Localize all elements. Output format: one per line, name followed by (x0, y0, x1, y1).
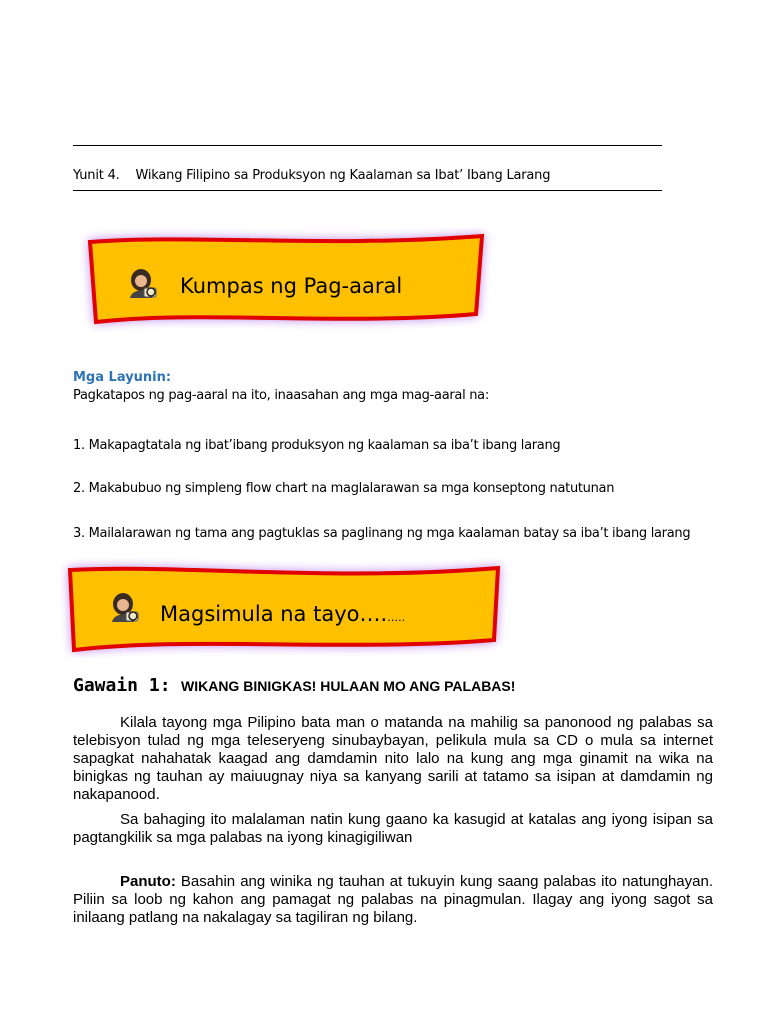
banner-title (160, 602, 405, 626)
objective-item: 2. Makabubuo ng simpleng flow chart na maglalarawan sa mga konseptong natutunan (73, 481, 615, 496)
student-reading-icon (124, 266, 160, 302)
study-compass-banner (80, 228, 500, 332)
student-reading-icon (106, 590, 142, 626)
banner-title: Kumpas ng Pag-aaral (180, 274, 403, 298)
unit-title: Wikang Filipino sa Produksyon ng Kaalaman sa Ibat’ Ibang Larang (135, 168, 551, 183)
instructions-paragraph (73, 873, 713, 927)
header-underline (73, 190, 662, 191)
objectives-label: Mga Layunin: (73, 370, 172, 385)
lets-start-banner (60, 558, 510, 658)
instructions-text: Basahin ang winika ng tauhan at tukuyin kung saang palabas ito natunghayan. Piliin sa loob ng kahon ang pamagat ng palabas na pinagmulan. Ilagay ang iyong sagot sa inilaang patlang na nakalagay sa tagiliran ng bilang. (73, 873, 713, 926)
unit-header (73, 168, 550, 183)
objective-item: 1. Makapagtatala ng ibat’ibang produksyon ng kaalaman sa iba’t ibang larang (73, 438, 561, 453)
objective-item: 3. Mailalarawan ng tama ang pagtuklas sa paglinang ng mga kaalaman batay sa iba’t ibang larang (73, 526, 691, 541)
activity-paragraph: Kilala tayong mga Pilipino bata man o matanda na mahilig sa panonood ng palabas sa telebisyon tulad ng mga teleseryeng sinubaybayan, pelikula mula sa CD o mula sa internet sapagkat nahahatak kaagad ang damdamin nito lalo na kung ang mga ginamit na wika na binigkas ng tauhan ay maiuugnay niya sa kanyang sarili at tatamo sa isipan at damdamin ng nakapanood. (73, 714, 713, 803)
activity-title: WIKANG BINIGKAS! HULAAN MO ANG PALABAS! (181, 678, 516, 694)
top-rule (73, 145, 662, 146)
objectives-intro: Pagkatapos ng pag-aaral na ito, inaasahan ang mga mag-aaral na: (73, 388, 489, 403)
activity-heading (73, 675, 515, 696)
banner-title-tail: ….. (387, 611, 406, 624)
unit-number: Yunit 4. (73, 168, 120, 183)
banner-title-main: Magsimula na tayo…. (160, 602, 388, 626)
activity-label: Gawain 1: (73, 675, 171, 696)
instructions-label: Panuto: (120, 873, 176, 890)
activity-paragraph: Sa bahaging ito malalaman natin kung gaano ka kasugid at katalas ang iyong isipan sa pagtangkilik sa mga palabas na iyong kinagigiliwan (73, 811, 713, 846)
